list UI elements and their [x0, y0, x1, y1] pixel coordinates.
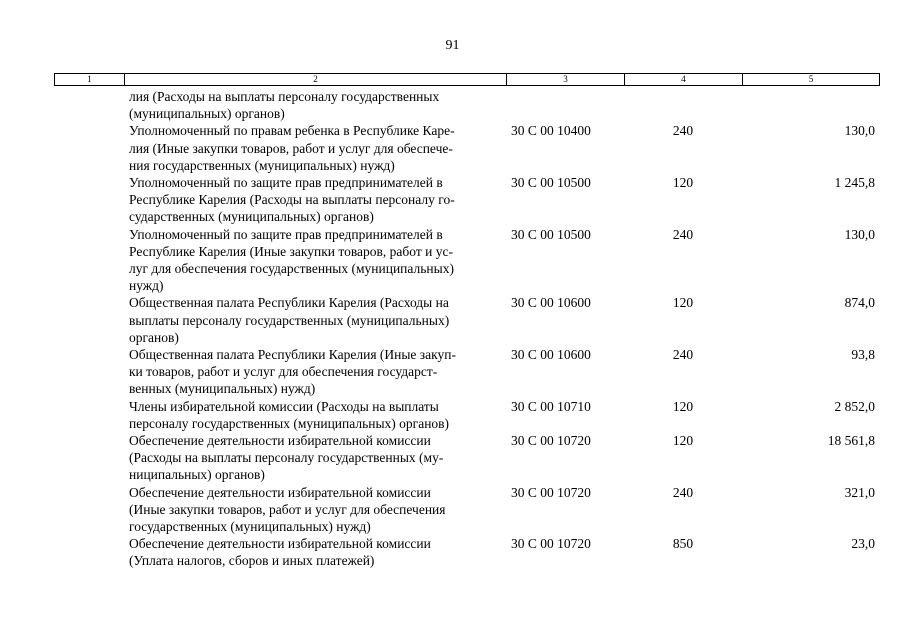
row-amount: 93,8	[851, 346, 875, 362]
row-name-line: сударственных (муниципальных) органов)	[129, 209, 374, 225]
row-name-line: (Уплата налогов, сборов и иных платежей)	[129, 553, 375, 569]
row-name-line: Республике Карелия (Расходы на выплаты персоналу го-	[129, 192, 455, 208]
row-name	[129, 535, 501, 569]
row-amount: 874,0	[844, 295, 875, 311]
row-code: 30 С 00 10600	[511, 295, 591, 311]
row-amount: 2 852,0	[834, 398, 875, 414]
row-amount: 23,0	[851, 536, 875, 552]
page-number: 91	[445, 38, 460, 53]
row-name-line: Уполномоченный по защите прав предпринимателей в	[129, 226, 443, 242]
row-code: 30 С 00 10600	[511, 346, 591, 362]
row-name-line: ниципальных) органов)	[129, 467, 265, 483]
table-row	[0, 346, 905, 398]
header-col-1: 1	[55, 74, 125, 85]
table-row	[0, 535, 905, 569]
row-name-line: Обеспечение деятельности избирательной комиссии	[129, 432, 431, 448]
row-name-line: Республике Карелия (Иные закупки товаров, работ и ус-	[129, 243, 453, 259]
row-name-line: венных (муниципальных) нужд)	[129, 381, 316, 397]
row-name-line: органов)	[129, 329, 179, 345]
row-expense-type: 120	[672, 398, 694, 414]
row-expense-type: 240	[672, 484, 694, 500]
row-name	[129, 484, 501, 536]
row-code: 30 С 00 10500	[511, 174, 591, 190]
row-name	[129, 346, 501, 398]
row-name	[129, 226, 501, 295]
row-code: 30 С 00 10720	[511, 484, 591, 500]
row-name	[129, 432, 501, 484]
table-row	[0, 294, 905, 346]
table-header	[54, 73, 880, 86]
row-name-line: (Расходы на выплаты персоналу государственных (му-	[129, 450, 444, 466]
row-name-line: Общественная палата Республики Карелия (Расходы на	[129, 295, 449, 311]
row-amount: 130,0	[844, 123, 875, 139]
row-code: 30 С 00 10720	[511, 536, 591, 552]
row-name-line: (муниципальных) органов)	[129, 106, 285, 122]
row-expense-type: 240	[672, 123, 694, 139]
header-col-5: 5	[808, 74, 814, 84]
row-expense-type: 120	[672, 295, 694, 311]
row-name-line: лия (Иные закупки товаров, работ и услуг для обеспече-	[129, 140, 453, 156]
row-name-line: персоналу государственных (муниципальных) органов)	[129, 415, 450, 431]
row-name-line: лия (Расходы на выплаты персоналу государственных	[129, 89, 440, 104]
row-name-line: Уполномоченный по правам ребенка в Республике Каре-	[129, 123, 455, 139]
header-col-4: 4	[625, 74, 743, 85]
row-name	[129, 122, 501, 174]
row-code: 30 С 00 10400	[511, 123, 591, 139]
row-expense-type: 120	[672, 174, 694, 190]
row-name-line: Обеспечение деятельности избирательной комиссии	[129, 484, 431, 500]
row-name	[129, 294, 501, 346]
table-row	[0, 88, 905, 122]
row-amount: 18 561,8	[827, 432, 875, 448]
row-code: 30 С 00 10720	[511, 432, 591, 448]
row-name	[129, 174, 501, 226]
row-amount: 1 245,8	[834, 174, 875, 190]
table-row	[0, 174, 905, 226]
row-expense-type: 120	[672, 432, 694, 448]
row-amount: 130,0	[844, 226, 875, 242]
row-name-line: Члены избирательной комиссии (Расходы на выплаты	[129, 398, 439, 414]
table-body	[0, 88, 905, 570]
row-name-line: ния государственных (муниципальных) нужд)	[129, 157, 395, 173]
row-name-line: Общественная палата Республики Карелия (Иные закуп-	[129, 346, 456, 362]
table-row	[0, 122, 905, 174]
row-expense-type: 240	[672, 346, 694, 362]
row-amount: 321,0	[844, 484, 875, 500]
header-col-2: 2	[125, 74, 507, 85]
table-row	[0, 398, 905, 432]
row-code: 30 С 00 10710	[511, 398, 591, 414]
row-name-line: выплаты персоналу государственных (муниципальных)	[129, 312, 450, 328]
row-name-line: Уполномоченный по защите прав предпринимателей в	[129, 174, 443, 190]
table-row	[0, 484, 905, 536]
row-expense-type: 850	[672, 536, 694, 552]
row-name-line: ки товаров, работ и услуг для обеспечения государст-	[129, 364, 438, 380]
row-name	[129, 88, 501, 122]
row-name	[129, 398, 501, 432]
row-name-line: Обеспечение деятельности избирательной комиссии	[129, 536, 431, 552]
header-col-3: 3	[507, 74, 625, 85]
row-expense-type: 240	[672, 226, 694, 242]
row-name-line: (Иные закупки товаров, работ и услуг для обеспечения	[129, 501, 446, 517]
row-code: 30 С 00 10500	[511, 226, 591, 242]
row-name-line: нужд)	[129, 278, 164, 294]
table-row	[0, 226, 905, 295]
row-name-line: государственных (муниципальных) нужд)	[129, 518, 371, 534]
row-name-line: луг для обеспечения государственных (муниципальных)	[129, 260, 454, 276]
table-row	[0, 432, 905, 484]
